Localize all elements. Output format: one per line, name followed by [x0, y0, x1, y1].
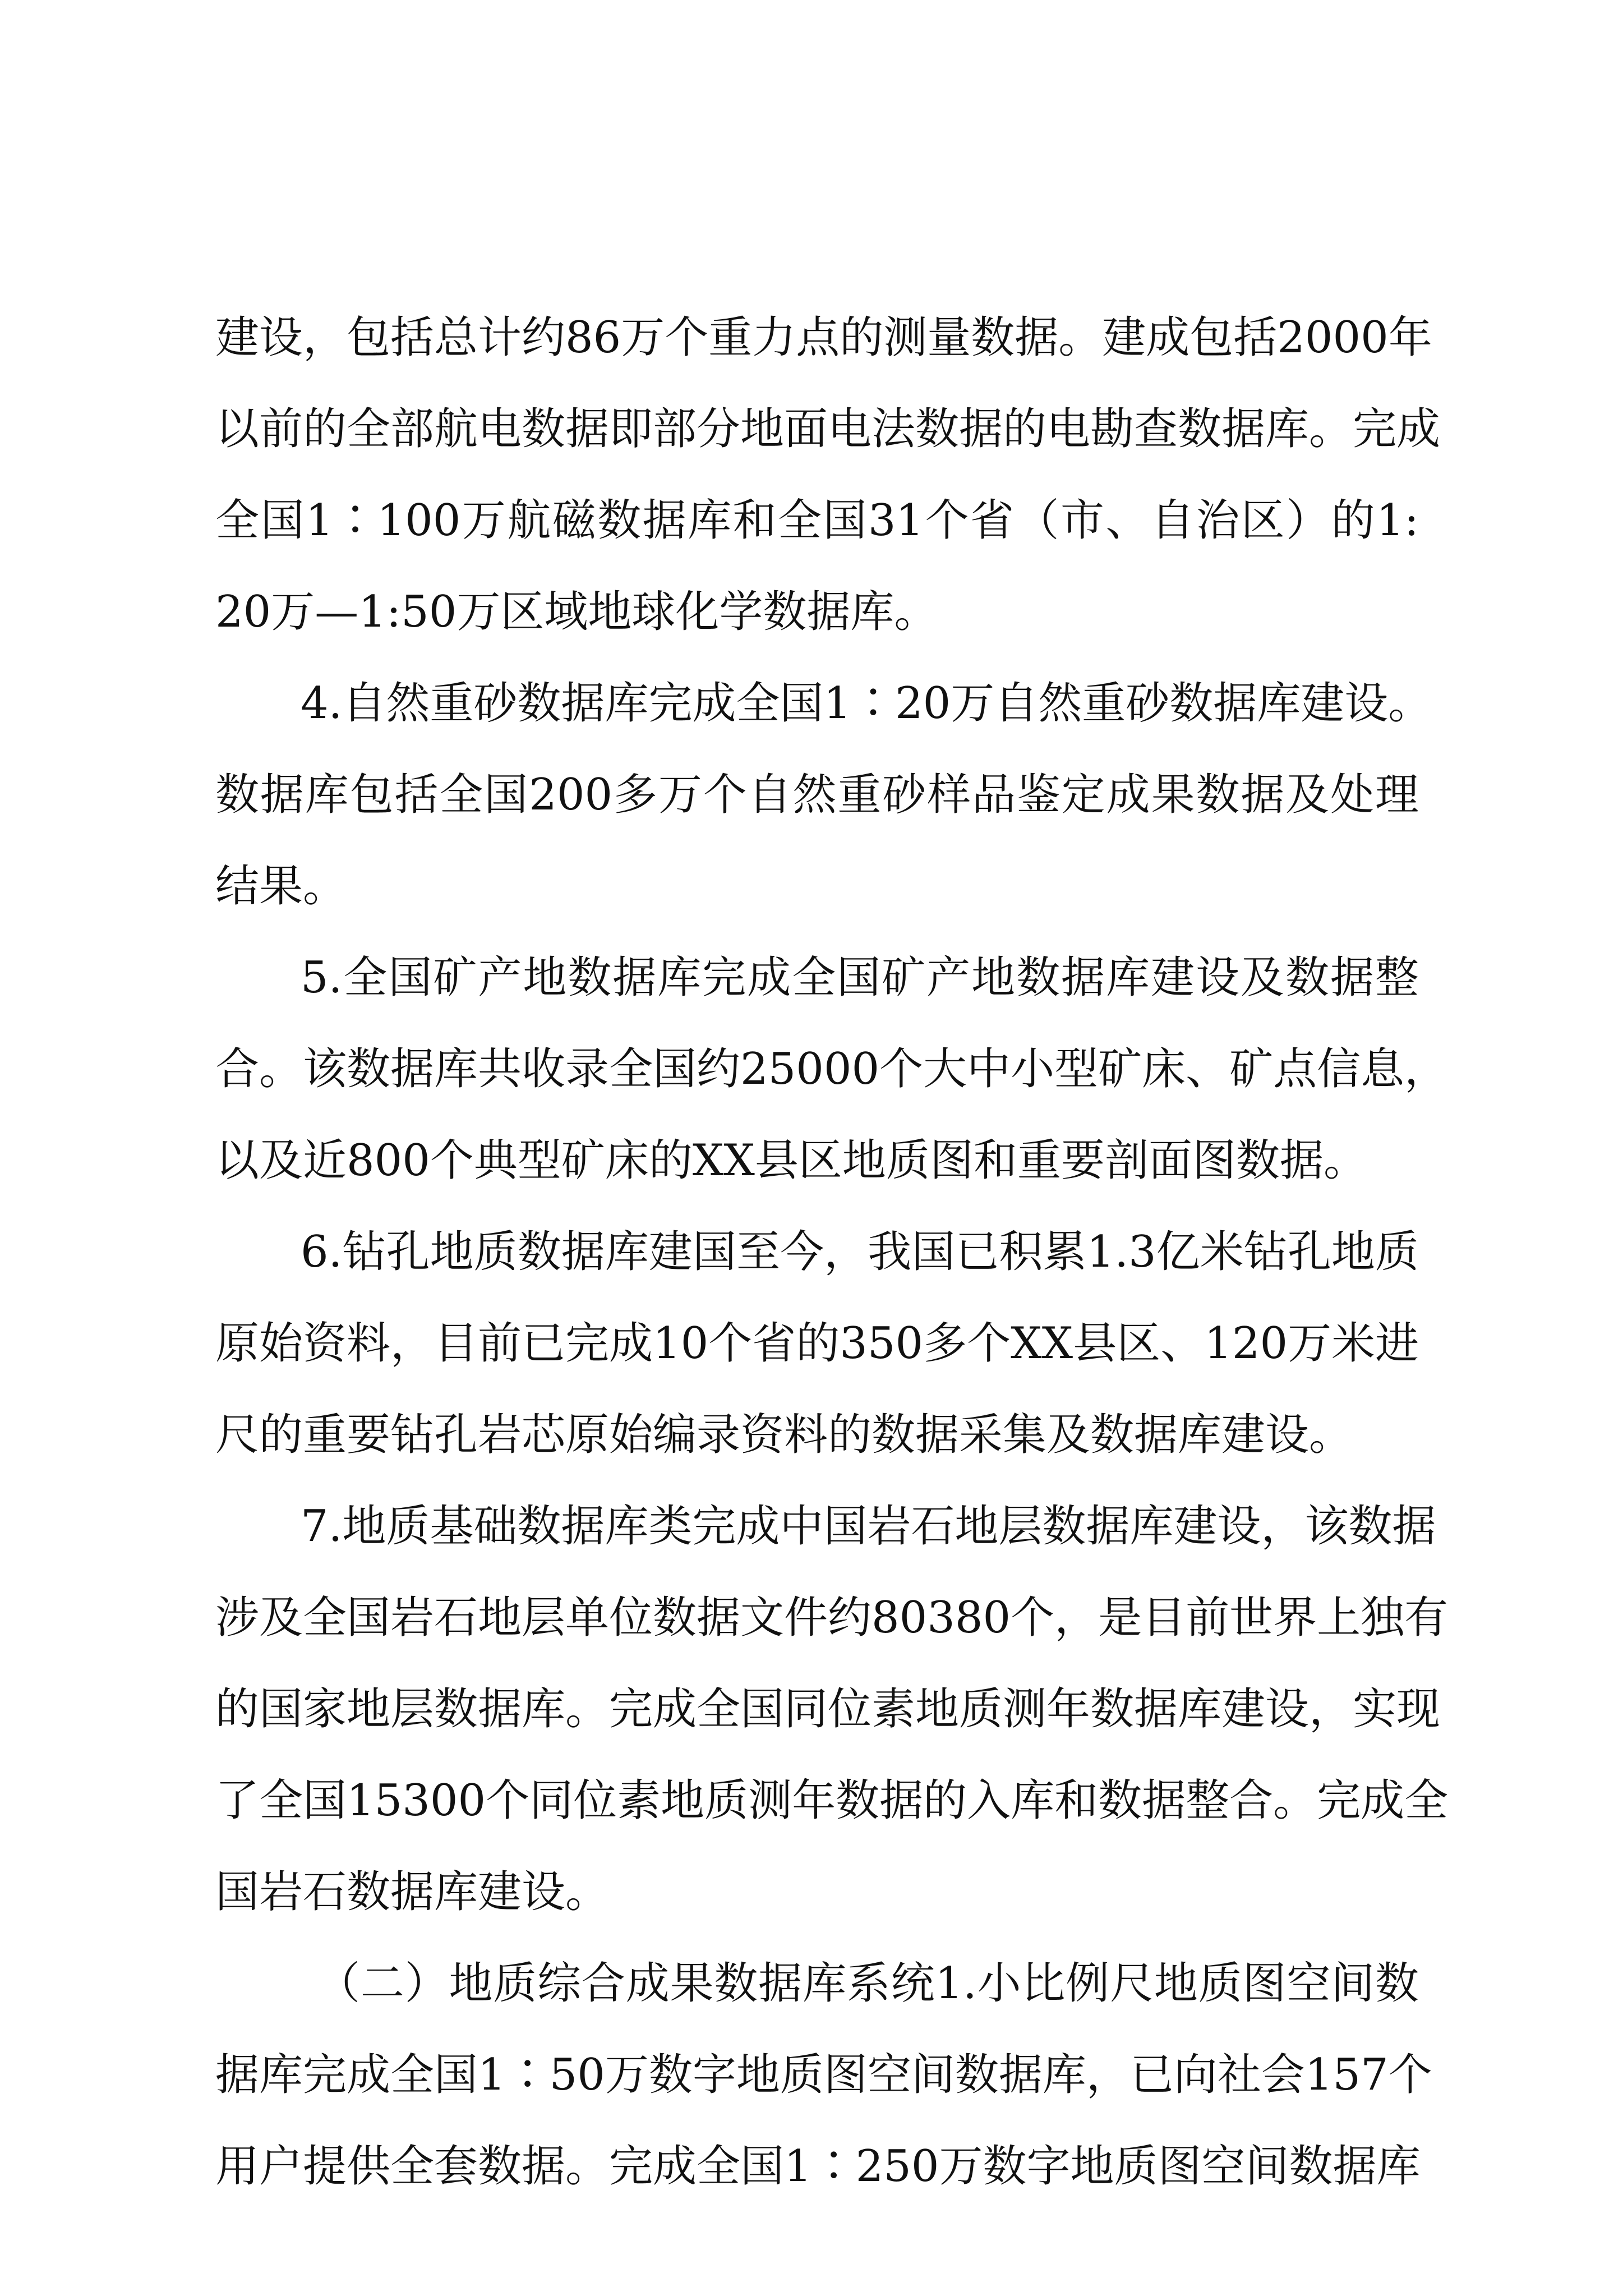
text-line: 国岩石数据库建设。	[215, 1867, 610, 1917]
text-line: 4.自然重砂数据库完成全国1∶20万自然重砂数据库建设。	[301, 678, 1432, 729]
text-line: 全国1∶100万航磁数据库和全国31个省（市、自治区）的1:	[215, 495, 1419, 546]
text-line: 5.全国矿产地数据库完成全国矿产地数据库建设及数据整	[301, 953, 1419, 1003]
text-line: 据库完成全国1∶50万数字地质图空间数据库，已向社会157个	[215, 2050, 1432, 2100]
text-line: 合。该数据库共收录全国约25000个大中小型矿床、矿点信息，	[215, 1044, 1449, 1094]
text-line: 7.地质基础数据库类完成中国岩石地层数据库建设，该数据	[301, 1501, 1436, 1552]
text-line: 6.钻孔地质数据库建国至今，我国已积累1.3亿米钻孔地质	[301, 1227, 1419, 1277]
text-line: 尺的重要钻孔岩芯原始编录资料的数据采集及数据库建设。	[215, 1410, 1353, 1460]
text-line: 的国家地层数据库。完成全国同位素地质测年数据库建设，实现	[215, 1684, 1441, 1734]
text-line: 数据库包括全国200多万个自然重砂样品鉴定成果数据及处理	[215, 770, 1419, 820]
text-line: 了全国15300个同位素地质测年数据的入库和数据整合。完成全	[215, 1775, 1449, 1826]
text-line: 建设，包括总计约86万个重力点的测量数据。建成包括2000年	[215, 312, 1432, 363]
text-line: 20万—1:50万区域地球化学数据库。	[215, 587, 938, 637]
text-line: 涉及全国岩石地层单位数据文件约80380个，是目前世界上独有	[215, 1593, 1449, 1643]
text-line: 结果。	[215, 861, 347, 912]
text-line: 以及近800个典型矿床的XX县区地质图和重要剖面图数据。	[215, 1135, 1367, 1186]
text-line: （二）地质综合成果数据库系统1.小比例尺地质图空间数	[316, 1958, 1419, 2009]
text-line: 原始资料，目前已完成10个省的350多个XX县区、120万米进	[215, 1318, 1419, 1369]
text-line: 以前的全部航电数据即部分地面电法数据的电勘查数据库。完成	[215, 404, 1441, 454]
text-line: 用户提供全套数据。完成全国1∶250万数字地质图空间数据库	[215, 2141, 1421, 2192]
